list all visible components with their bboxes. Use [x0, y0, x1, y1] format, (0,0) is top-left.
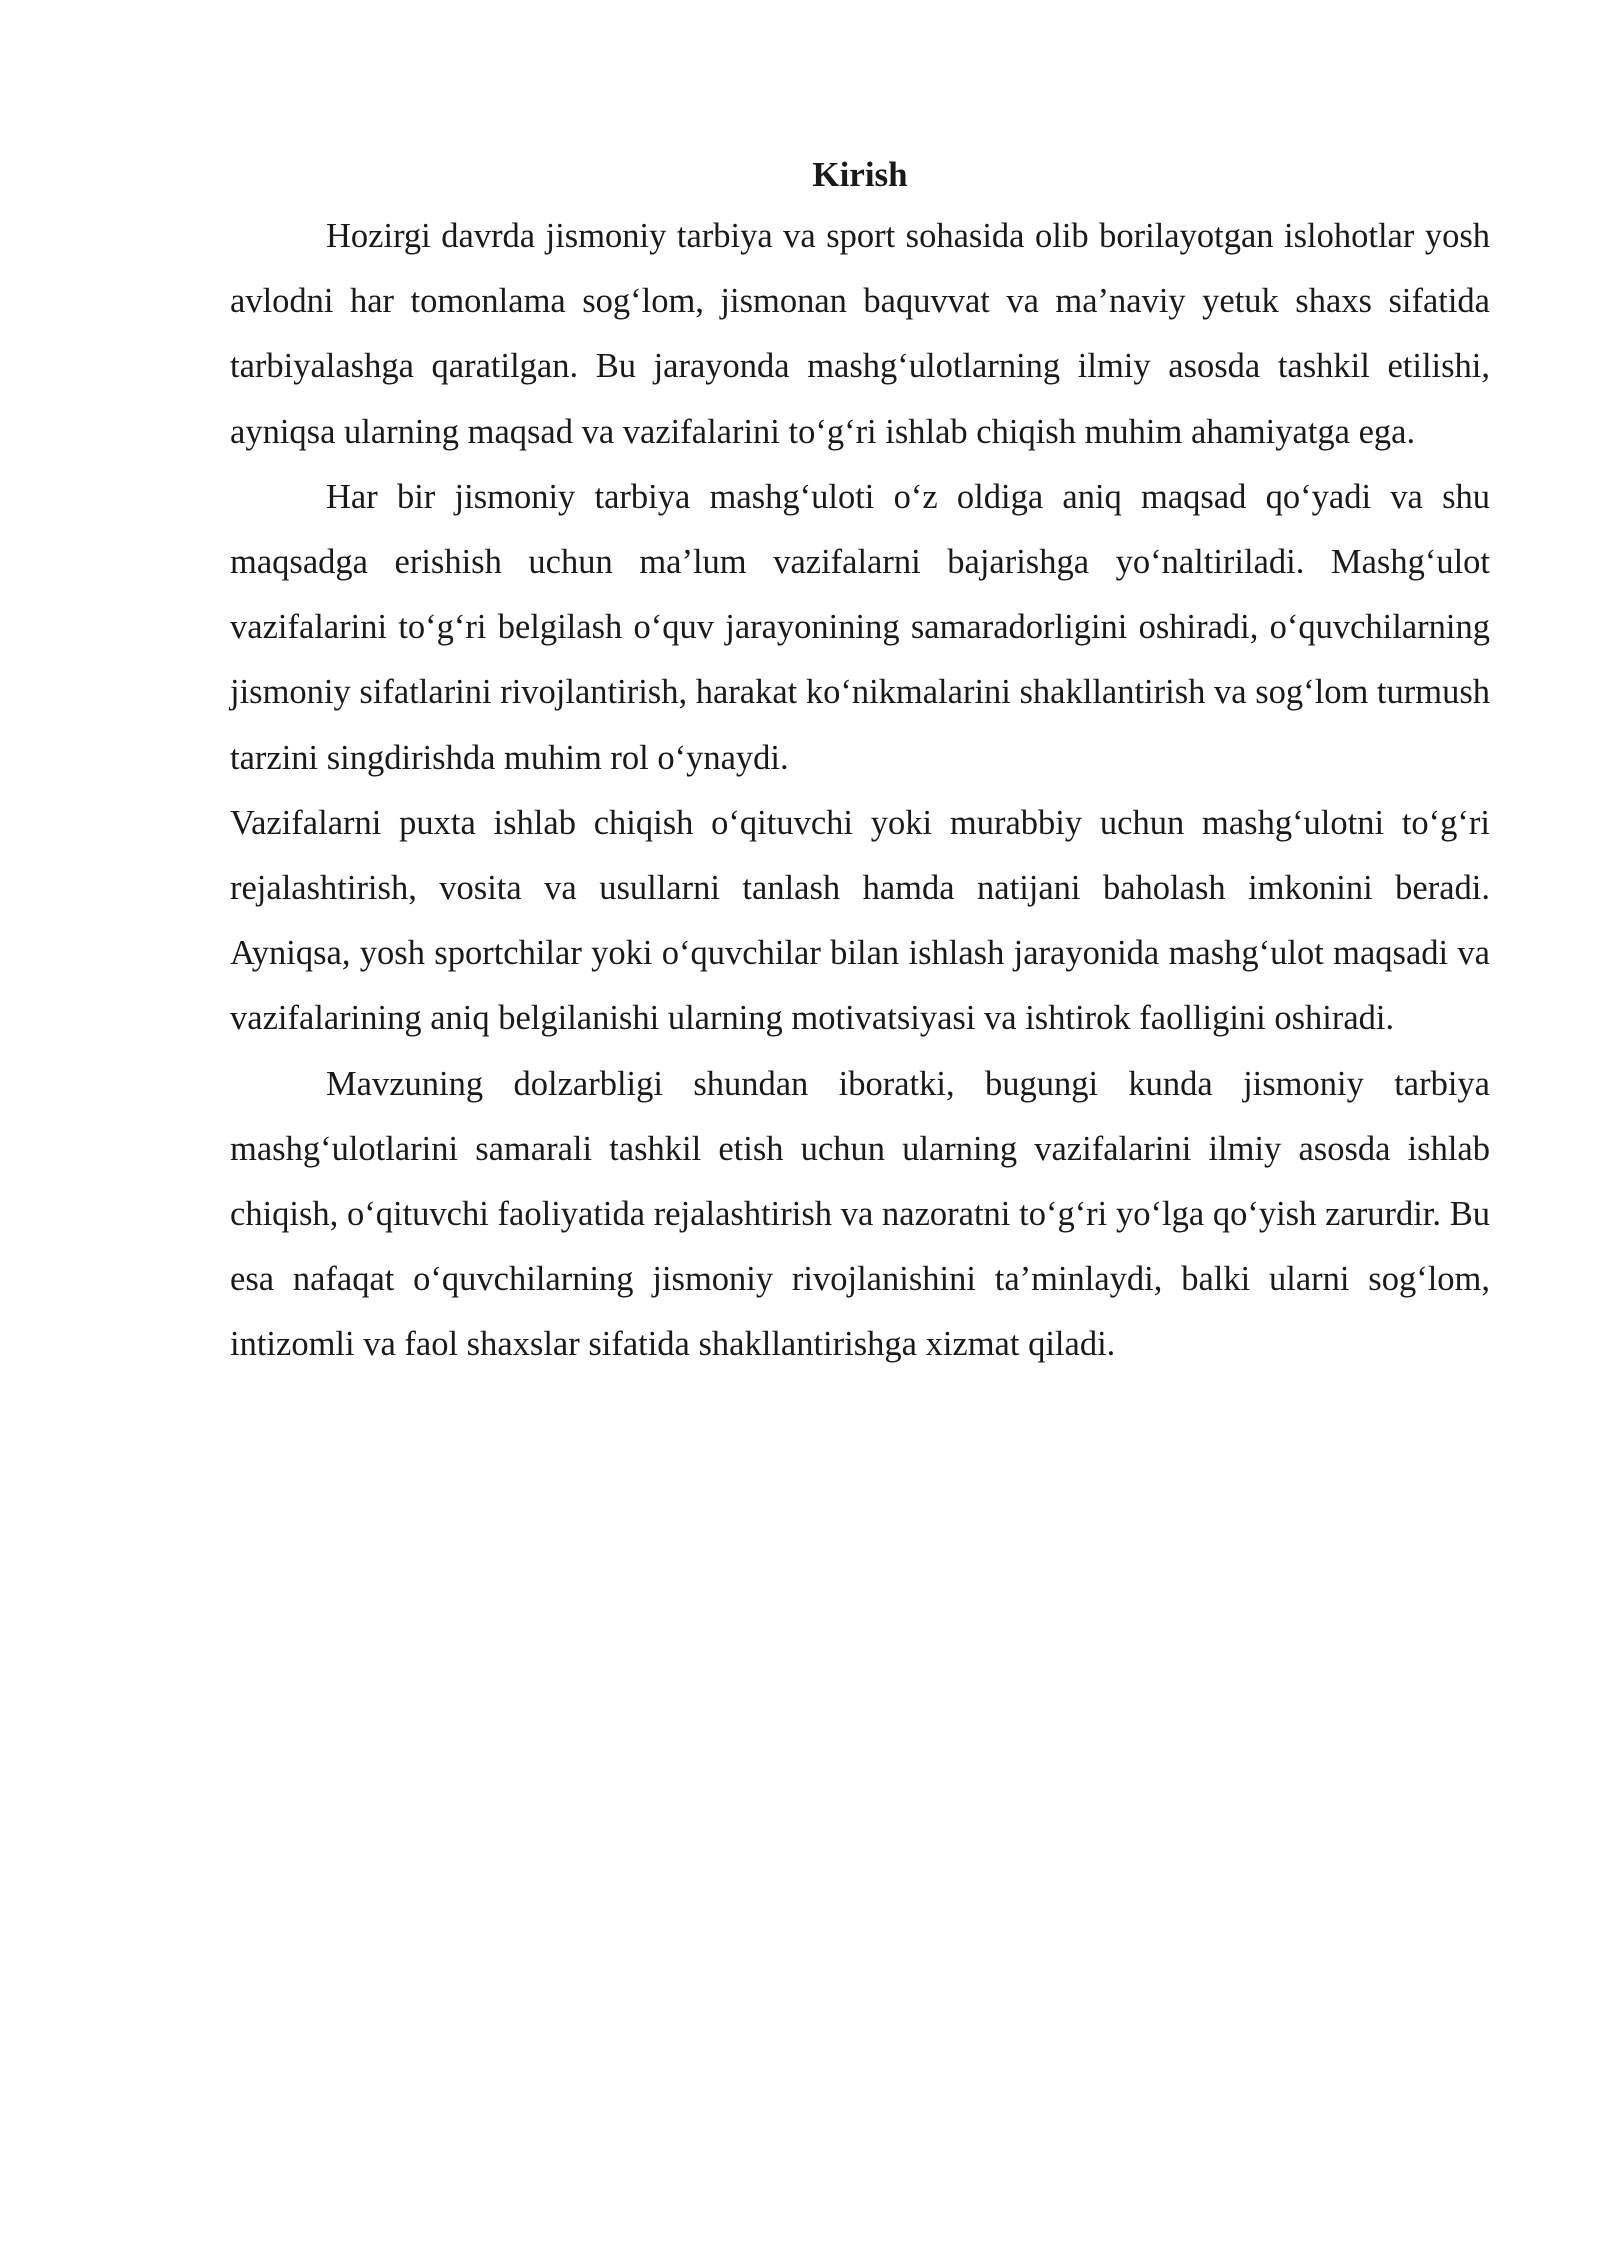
paragraph-4: Mavzuning dolzarbligi shundan iboratki, bugungi kunda jismoniy tarbiya mashg‘ulotlarini samarali tashkil etish uchun ularning vazifalarini ilmiy asosda ishlab chiqish, o‘qituvchi faoliyatida rejalashtirish va nazoratni to‘g‘ri yo‘lga qo‘yish zarurdir. Bu esa nafaqat o‘quvchilarning jismoniy rivojlanishini ta’minlaydi, balki ularni sog‘lom, intizomli va faol shaxslar sifatida shakllantirishga xizmat qiladi.	[230, 1064, 1490, 1364]
paragraph-3: Vazifalarni puxta ishlab chiqish o‘qituvchi yoki murabbiy uchun mashg‘ulotni to‘g‘ri rejalashtirish, vosita va usullarni tanlash hamda natijani baholash imkonini beradi. Ayniqsa, yosh sportchilar yoki o‘quvchilar bilan ishlash jarayonida mashg‘ulot maqsadi va vazifalarining aniq belgilanishi ularning motivatsiyasi va ishtirok faolligini oshiradi.	[230, 803, 1490, 1038]
document-page	[230, 148, 1490, 1378]
paragraph-2: Har bir jismoniy tarbiya mashg‘uloti o‘z oldiga aniq maqsad qo‘yadi va shu maqsadga erishish uchun ma’lum vazifalarni bajarishga yo‘naltiriladi. Mashg‘ulot vazifalarini to‘g‘ri belgilash o‘quv jarayonining samaradorligini oshiradi, o‘quvchilarning jismoniy sifatlarini rivojlantirish, harakat ko‘nikmalarini shakllantirish va sog‘lom turmush tarzini singdirishda muhim rol o‘ynaydi.	[230, 477, 1490, 777]
paragraph-1: Hozirgi davrda jismoniy tarbiya va sport sohasida olib borilayotgan islohotlar yosh avlodni har tomonlama sog‘lom, jismonan baquvvat va ma’naviy yetuk shaxs sifatida tarbiyalashga qaratilgan. Bu jarayonda mashg‘ulotlarning ilmiy asosda tashkil etilishi, ayniqsa ularning maqsad va vazifalarini to‘g‘ri ishlab chiqish muhim ahamiyatga ega.	[230, 217, 1490, 451]
document-title: Kirish	[812, 155, 908, 194]
